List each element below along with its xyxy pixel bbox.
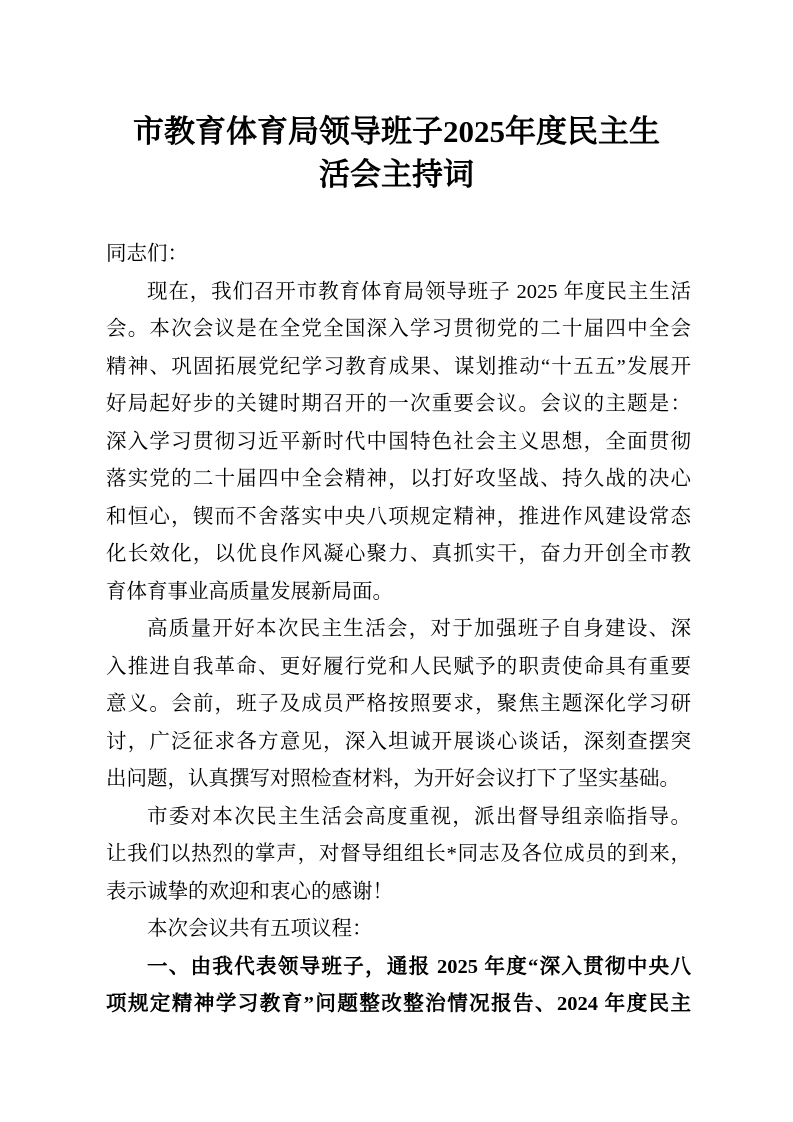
paragraph <box>106 274 691 612</box>
paragraph-line: 入推进自我革命、更好履行党和人民赋予的职责使命具有重要 <box>106 655 691 678</box>
paragraph-line: 会。本次会议是在全党全国深入学习贯彻党的二十届四中全会 <box>106 318 691 340</box>
paragraph-line: 高质量开好本次民主生活会，对于加强班子自身建设、深 <box>147 618 691 640</box>
paragraph-line: 意义。会前，班子及成员严格按照要求，聚焦主题深化学习研 <box>106 693 691 715</box>
agenda-item-paragraph <box>106 949 691 1024</box>
paragraph-line: 市委对本次民主生活会高度重视，派出督导组亲临指导。 <box>147 805 691 828</box>
title-line: 市教育体育局领导班子2025年度民主生 <box>133 114 660 149</box>
paragraph-line: 让我们以热烈的掌声，对督导组组长*同志及各位成员的到来， <box>106 843 691 865</box>
document-body <box>106 236 691 1024</box>
paragraph <box>106 611 691 799</box>
paragraph-line: 精神、巩固拓展党纪学习教育成果、谋划推动“十五五”发展开 <box>106 355 691 378</box>
paragraph-line: 化长效化，以优良作风凝心聚力、真抓实干，奋力开创全市教 <box>106 543 691 565</box>
paragraph-line: 和恒心，锲而不舍落实中央八项规定精神，推进作风建设常态 <box>106 505 691 528</box>
document-title <box>80 110 713 196</box>
paragraph-line: 出问题，认真撰写对照检查材料，为开好会议打下了坚实基础。 <box>106 768 680 790</box>
paragraph-line: 表示诚挚的欢迎和衷心的感谢！ <box>106 880 393 903</box>
salutation: 同志们： <box>106 243 188 265</box>
paragraph <box>106 911 691 949</box>
paragraph <box>106 799 691 912</box>
paragraph-line: 讨，广泛征求各方意见，深入坦诚开展谈心谈话，深刻查摆突 <box>106 730 691 753</box>
paragraph-line: 落实党的二十届四中全会精神，以打好攻坚战、持久战的决心 <box>106 468 691 490</box>
title-line: 活会主持词 <box>319 157 474 192</box>
paragraph-line: 好局起好步的关键时期召开的一次重要会议。会议的主题是： <box>106 393 691 415</box>
paragraph-line: 深入学习贯彻习近平新时代中国特色社会主义思想，全面贯彻 <box>106 430 691 453</box>
paragraph-line: 育体育事业高质量发展新局面。 <box>106 580 393 603</box>
paragraph-line: 项规定精神学习教育”问题整改整治情况报告、2024 年度民主 <box>106 993 691 1015</box>
paragraph-line: 现在，我们召开市教育体育局领导班子 2025 年度民主生活 <box>147 280 691 303</box>
paragraph-line: 一、由我代表领导班子，通报 2025 年度“深入贯彻中央八 <box>147 955 691 978</box>
paragraph-line: 本次会议共有五项议程： <box>147 918 373 940</box>
